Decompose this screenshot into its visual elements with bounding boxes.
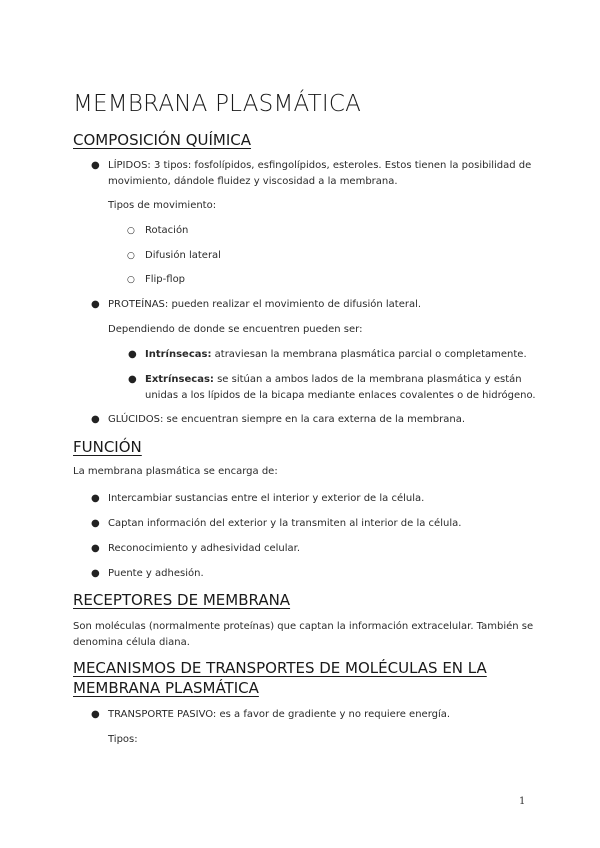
bullet-icon: ● [91, 414, 100, 425]
dependiendo-text: Dependiendo de donde se encuentren pueden ser: [108, 324, 363, 335]
heading-funcion: FUNCIÓN [73, 438, 142, 456]
movimiento-item: Flip-flop [145, 274, 186, 285]
bullet-icon: ● [91, 299, 100, 310]
heading-mecanismos: MECANISMOS DE TRANSPORTES DE MOLÉCULAS EN LA MEMBRANA PLASMÁTICA [73, 659, 487, 697]
intrinsecas-text: atraviesan la membrana plasmática parcial o completamente. [211, 349, 527, 360]
funcion-item: Puente y adhesión. [108, 568, 204, 579]
movimiento-item: Difusión lateral [145, 250, 221, 261]
extrinsecas-text: se sitúan a ambos lados de la membrana plasmática y están unidas a los lípidos de la bicapa mediante enlaces covalentes o de hidrógeno. [145, 374, 536, 401]
bullet-icon: ● [91, 493, 100, 504]
funcion-item: Reconocimiento y adhesividad celular. [108, 543, 301, 554]
intrinsecas-label: Intrínsecas: [145, 349, 212, 360]
extrinsecas-label: Extrínsecas: [145, 374, 214, 385]
funcion-item: Captan información del exterior y la transmiten al interior de la célula. [108, 518, 462, 529]
bullet-icon: ● [91, 160, 100, 171]
movimiento-item: Rotación [145, 225, 189, 236]
proteinas-item: PROTEÍNAS: pueden realizar el movimiento de difusión lateral. [108, 299, 422, 310]
heading-composicion: COMPOSICIÓN QUÍMICA [73, 131, 252, 149]
page-title: MEMBRANA PLASMÁTICA [73, 91, 362, 117]
heading-receptores: RECEPTORES DE MEMBRANA [73, 591, 291, 609]
receptores-text: Son moléculas (normalmente proteínas) que captan la información extracelular. También se denomina célula diana. [73, 621, 534, 648]
funcion-item: Intercambiar sustancias entre el interior y exterior de la célula. [108, 493, 425, 504]
extrinsecas-item [145, 372, 550, 404]
bullet-icon: ● [91, 518, 100, 529]
bullet-icon: ● [91, 543, 100, 554]
page-number: 1 [519, 796, 526, 807]
lipidos-item: LÍPIDOS: 3 tipos: fosfolípidos, esfingolípidos, esteroles. Estos tienen la posibilidad de movimiento, dándole fluidez y viscosidad a la membrana. [108, 160, 532, 187]
transporte-pasivo-item: TRANSPORTE PASIVO: es a favor de gradiente y no requiere energía. [108, 709, 451, 720]
funcion-intro: La membrana plasmática se encarga de: [73, 466, 278, 477]
bullet-icon: ● [91, 568, 100, 579]
glucidos-item: GLÚCIDOS: se encuentran siempre en la cara externa de la membrana. [108, 414, 466, 425]
tipos-label: Tipos: [108, 734, 138, 745]
circle-bullet-icon: ○ [127, 226, 135, 236]
tipos-movimiento-label: Tipos de movimiento: [108, 200, 217, 211]
circle-bullet-icon: ○ [127, 251, 135, 261]
bullet-icon: ● [128, 349, 137, 360]
intrinsecas-item [145, 347, 545, 363]
circle-bullet-icon: ○ [127, 275, 135, 285]
bullet-icon: ● [128, 374, 137, 385]
bullet-icon: ● [91, 709, 100, 720]
